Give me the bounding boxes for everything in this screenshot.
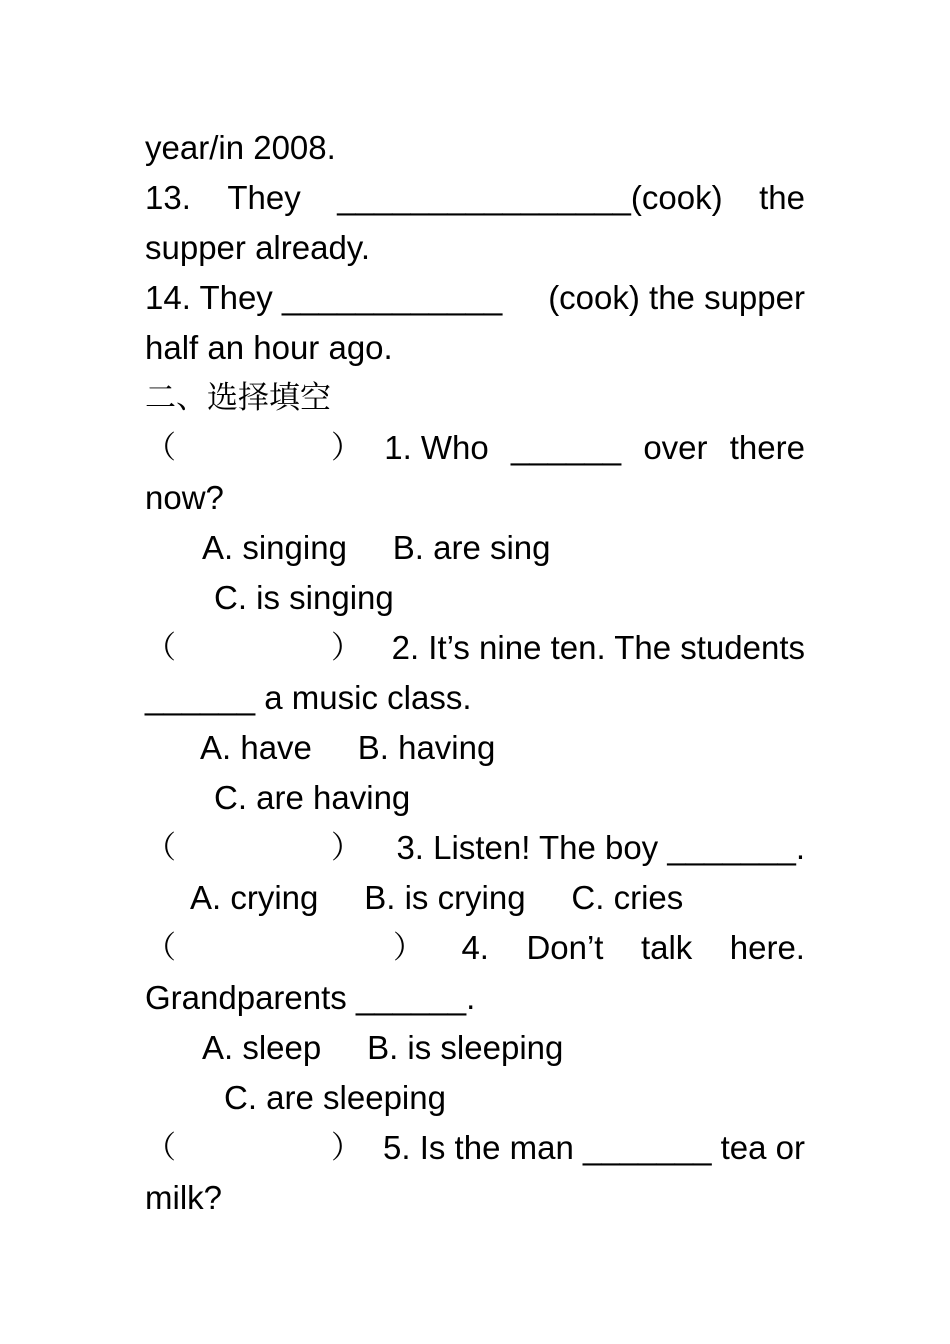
answer-parenthesis: （ ） [145, 630, 362, 666]
text-word: the [759, 179, 805, 216]
text-word: here. [729, 929, 805, 966]
question-stem: 3. Listen! The boy _______. [396, 829, 805, 866]
text-line: supper already. [145, 229, 371, 266]
answer-parenthesis: （ ） [145, 1130, 362, 1166]
option-c: C. are sleeping [224, 1079, 446, 1116]
mc-question-4 [145, 928, 805, 968]
text-line: ______ a music class. [145, 679, 472, 716]
question-13 [145, 178, 805, 218]
options-abc: A. crying B. is crying C. cries [190, 879, 684, 916]
mc-question-3 [145, 828, 805, 868]
question-14 [145, 278, 805, 318]
question-stem: 1. Who [384, 429, 489, 466]
text-word: there [729, 429, 805, 466]
text-word: They [227, 179, 301, 216]
option-c: C. is singing [214, 579, 394, 616]
text-line: year/in 2008. [145, 129, 336, 166]
question-stem: 14. They ____________ [145, 279, 503, 316]
mc-question-2 [145, 628, 805, 668]
text-line: half an hour ago. [145, 329, 393, 366]
answer-parenthesis: （ ） [145, 930, 424, 966]
fill-blank: ______ [510, 429, 622, 466]
answer-parenthesis: （ ） [145, 430, 362, 466]
answer-parenthesis: （ ） [145, 830, 362, 866]
mc-question-5 [145, 1128, 805, 1168]
section-title: 二、选择填空 [145, 380, 331, 416]
option-c: C. are having [214, 779, 411, 816]
options-ab: A. have B. having [200, 729, 496, 766]
mc-question-1 [145, 428, 805, 468]
options-ab: A. singing B. are sing [202, 529, 551, 566]
question-number: 13. [145, 179, 191, 216]
text-word: talk [640, 929, 693, 966]
text-word: Don’t [526, 929, 604, 966]
text-line: Grandparents ______. [145, 979, 476, 1016]
options-ab: A. sleep B. is sleeping [202, 1029, 564, 1066]
fill-blank: ________________(cook) [337, 179, 723, 216]
text-line: milk? [145, 1179, 223, 1216]
text-word: over [643, 429, 708, 466]
question-stem: 2. It’s nine ten. The students [391, 629, 805, 666]
question-number: 4. [461, 929, 489, 966]
question-stem-cont: (cook) the supper [548, 279, 805, 316]
question-stem: 5. Is the man _______ tea or [383, 1129, 805, 1166]
text-line: now? [145, 479, 224, 516]
